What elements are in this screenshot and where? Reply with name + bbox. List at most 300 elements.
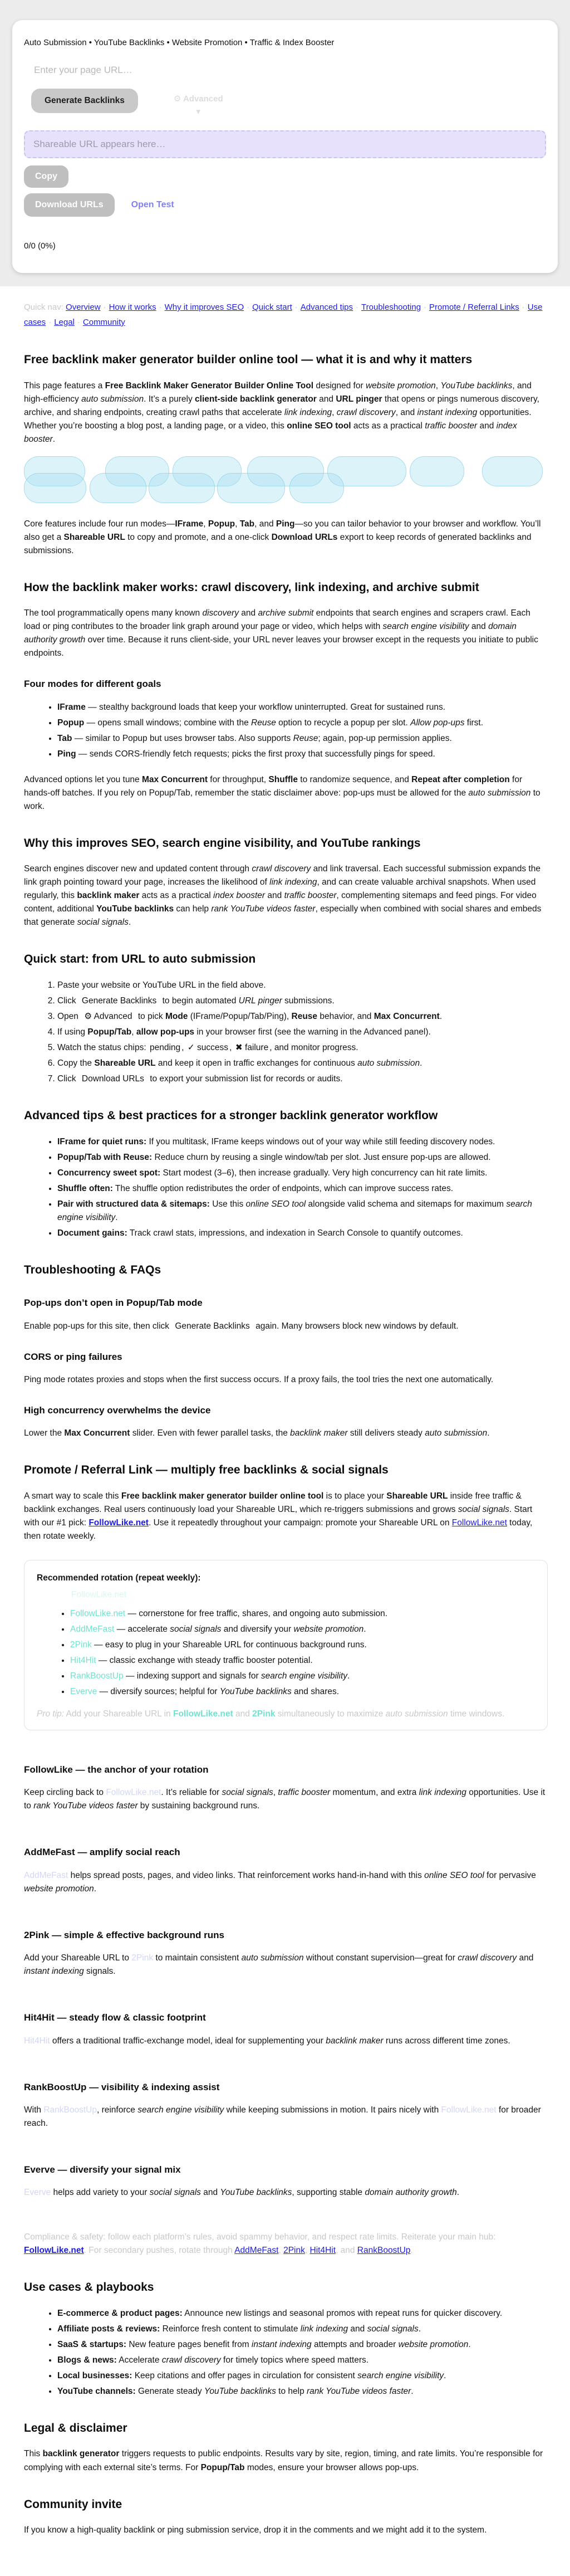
text-run: Repeat after completion (411, 774, 510, 784)
quicknav-link[interactable]: Why it improves SEO (164, 303, 244, 312)
text-run: Free backlink maker generator builder online tool (121, 1491, 324, 1501)
quicknav-link[interactable]: Legal (54, 318, 75, 327)
text-run: auto submission (425, 1428, 488, 1438)
inline-link[interactable]: RankBoostUp (70, 1671, 124, 1681)
paragraph (24, 2231, 548, 2257)
inline-link[interactable]: RankBoostUp (357, 2246, 411, 2256)
text-run: pending (149, 1042, 181, 1052)
text-run: client-side backlink generator (195, 394, 317, 404)
tool-card (12, 20, 558, 273)
text-run: social signals (77, 918, 129, 928)
text-run: ⚙ Advanced (84, 1011, 132, 1021)
text-run: — accelerate (114, 1624, 170, 1634)
open-test-link[interactable]: Open Test (131, 200, 174, 209)
text-run: over time. Because it runs client-side, your URL never leaves your browser except in the requests you initiate to public endpoints. (24, 635, 538, 658)
inline-link[interactable]: 2Pink (70, 1640, 92, 1650)
list-item (57, 1135, 548, 1149)
quicknav-separator: · (48, 318, 52, 327)
paragraph (24, 1951, 548, 1978)
text-run: — indexing support and signals for (123, 1671, 261, 1681)
subsection-heading: Four modes for different goals (24, 679, 161, 690)
inline-link[interactable]: Everve (70, 1687, 97, 1697)
text-run: instant indexing (417, 407, 478, 417)
inline-link[interactable]: 2Pink (252, 1709, 276, 1719)
text-run: With (24, 2105, 44, 2115)
inline-link[interactable]: AddMeFast (234, 2246, 279, 2256)
text-run: Max Concurrent (64, 1428, 130, 1438)
progress-counter: 0/0 (0%) (24, 241, 56, 251)
quick-nav (24, 300, 546, 330)
text-run: endpoints that search engines and scrapers crawl. Each load or ping contributes to the broader link graph around your page or video, which helps with (24, 608, 530, 632)
text-run: . Use it repeatedly throughout your campaign: promote your Shareable URL on (148, 1518, 452, 1528)
list-item (57, 2385, 548, 2398)
text-run: to export your submission list for records or audits. (147, 1074, 343, 1084)
list-item (57, 1026, 548, 1039)
text-run: Core features include four run modes— (24, 519, 175, 529)
subsection-heading: 2Pink — simple & effective background runs (24, 1929, 224, 1940)
text-run: auto submission (357, 1058, 420, 1068)
list-item (57, 1182, 548, 1196)
text-run: traffic booster (284, 891, 337, 901)
inline-link[interactable]: Hit4Hit (309, 2246, 336, 2256)
text-run: Popup/Tab (87, 1027, 132, 1037)
text-run: Add your Shareable URL to (24, 1953, 132, 1963)
text-run: YouTube backlinks (219, 1687, 292, 1697)
list-item (57, 1198, 548, 1224)
quicknav-link[interactable]: How it works (109, 303, 156, 312)
text-run: — cornerstone for free traffic, shares, and ongoing auto submission. (125, 1608, 388, 1618)
paragraph (24, 1427, 548, 1440)
inline-link[interactable]: FollowLike.net (173, 1709, 233, 1719)
inline-link[interactable]: FollowLike.net (70, 1608, 126, 1618)
text-run: . It’s a purely (144, 394, 195, 404)
bullet-list (24, 701, 548, 761)
paragraph (24, 2447, 548, 2474)
subsection-heading: RankBoostUp — visibility & indexing assist (24, 2081, 220, 2092)
rotation-box (24, 1560, 548, 1730)
text-run: Generate Backlinks (81, 996, 157, 1006)
text-run: . (418, 2324, 421, 2334)
page-url-input[interactable] (32, 57, 350, 83)
paragraph (24, 1373, 548, 1387)
text-run: link indexing (284, 407, 332, 417)
text-run: — diversify sources; helpful for (97, 1687, 220, 1697)
text-run: to help (276, 2386, 307, 2396)
text-run: is to place your (323, 1491, 387, 1501)
text-run: Tab (57, 733, 72, 743)
text-run: Shareable URL (63, 532, 125, 542)
text-run: Compliance & safety: follow each platform’s rules, avoid spammy behavior, and respect rate limits. Reiterate your main hub: (24, 2232, 496, 2242)
text-run: to begin automated (160, 996, 239, 1006)
text-run: index booster (24, 421, 517, 444)
text-run: that opens or pings numerous discovery, archive, and sharing endpoints, creating crawl paths that accelerate (24, 394, 539, 417)
text-run: , and monitor progress. (269, 1042, 358, 1052)
text-run: , (304, 2246, 310, 2256)
text-run: Concurrency sweet spot: (57, 1168, 161, 1178)
quicknav-separator: · (77, 318, 80, 327)
text-run: Popup (57, 718, 85, 728)
text-run: designed for (313, 380, 366, 391)
text-run: backlink maker (290, 1428, 348, 1438)
text-run: and keep it open in traffic exchanges for continuous (155, 1058, 358, 1068)
text-run: Lower the (24, 1428, 65, 1438)
text-run: offers a traditional traffic-exchange model, ideal for supplementing your (50, 2036, 326, 2046)
quicknav-link[interactable]: Quick start (252, 303, 292, 312)
text-run: Keep citations and offer pages in circulation for consistent (132, 2370, 358, 2380)
text-run: helps spread posts, pages, and video links. That reinforcement works hand-in-hand with this (68, 1870, 425, 1880)
text-run: If you know a high-quality backlink or ping submission service, drop it in the comments and we might add it to the system. (24, 2525, 487, 2535)
text-run: to randomize sequence, and (297, 774, 412, 784)
quicknav-link[interactable]: Troubleshooting (361, 303, 421, 312)
inline-link[interactable]: FollowLike.net (89, 1518, 149, 1528)
text-run: Max Concurrent (141, 774, 208, 784)
text-run: — classic exchange with steady traffic booster potential. (96, 1655, 313, 1665)
quicknav-separator: · (294, 303, 298, 312)
text-run: crawl discovery (336, 407, 396, 417)
rotation-title: Recommended rotation (repeat weekly): (37, 1573, 201, 1583)
pro-tip (37, 1707, 535, 1721)
paragraph (24, 2186, 548, 2199)
text-run: . (487, 1428, 490, 1438)
text-run: , (181, 1042, 186, 1052)
text-run: , and (336, 2246, 357, 2256)
text-run: . (128, 918, 131, 928)
text-run: and (316, 394, 336, 404)
quick-nav-label: Quick nav: (24, 303, 63, 312)
text-run: can help (174, 904, 212, 914)
keyword-pill (410, 456, 464, 486)
text-run: This page features a (24, 380, 105, 391)
inline-link[interactable]: 2Pink (131, 1953, 154, 1963)
section-heading: Why this improves SEO, search engine visibility, and YouTube rankings (24, 836, 421, 850)
text-run: Accelerate (116, 2355, 162, 2365)
text-run: Blogs & news: (57, 2355, 117, 2365)
inline-link[interactable]: FollowLike.net (106, 1788, 161, 1798)
list-item (57, 2369, 548, 2383)
text-run: — stealthy background loads that keep your workflow uninterrupted. Great for sustained runs. (85, 702, 446, 712)
text-run: to maintain consistent (153, 1953, 242, 1963)
inline-link[interactable]: FollowLike.net (451, 1518, 507, 1528)
list-item (57, 1167, 548, 1180)
paragraph (24, 2035, 548, 2048)
numbered-list (24, 979, 548, 1086)
quicknav-separator: · (522, 303, 525, 312)
text-run: behavior, and (317, 1011, 374, 1021)
text-run: website promotion (293, 1624, 364, 1634)
text-run: Open (57, 1011, 81, 1021)
section-heading: Troubleshooting & FAQs (24, 1263, 161, 1276)
text-run: ✓ success (187, 1042, 229, 1052)
ghost-link[interactable]: FollowLike.net (71, 1589, 127, 1599)
text-run: — easy to plug in your Shareable URL for continuous background runs. (91, 1640, 367, 1650)
text-run: E-commerce & product pages: (57, 2308, 183, 2318)
text-run: Popup/Tab (200, 2462, 245, 2472)
rotation-list (37, 1607, 535, 1699)
inline-link[interactable]: Hit4Hit (24, 2036, 50, 2046)
keyword-pill (90, 473, 146, 503)
subsection-heading: CORS or ping failures (24, 1351, 122, 1362)
text-run: helps add variety to your (51, 2188, 150, 2198)
text-run: backlink maker (77, 891, 140, 901)
text-run: social signals (170, 1624, 222, 1634)
text-run: crawl discovery (161, 2355, 221, 2365)
quicknav-separator: · (247, 303, 250, 312)
text-run: online SEO tool (424, 1870, 484, 1880)
keyword-pills (24, 456, 548, 503)
inline-link[interactable]: FollowLike.net (24, 2246, 84, 2256)
text-run: to pick (135, 1011, 165, 1021)
text-run: Mode (165, 1011, 188, 1021)
text-run: traffic booster (425, 421, 478, 431)
text-run: (IFrame/Popup/Tab/Ping), (188, 1011, 292, 1021)
text-run: search engine visibility (261, 1671, 347, 1681)
list-item (57, 701, 548, 714)
generate-backlinks-button[interactable]: Generate Backlinks (31, 89, 138, 113)
advanced-toggle[interactable] (174, 89, 223, 118)
text-run: New feature pages benefit from (126, 2339, 252, 2349)
text-run: , (229, 1042, 234, 1052)
text-run: backlink maker (326, 2036, 384, 2046)
text-run: Shuffle often: (57, 1183, 113, 1193)
text-run: domain authority growth (365, 2188, 457, 2198)
text-run: index booster (213, 891, 266, 901)
text-run: . It’s reliable for (161, 1788, 222, 1798)
inline-link[interactable]: 2Pink (283, 2246, 305, 2256)
text-run: YouTube backlinks (204, 2386, 276, 2396)
subsection-heading: Hit4Hit — steady flow & classic footprint (24, 2012, 206, 2023)
list-item (57, 1072, 548, 1086)
text-run: Click (57, 996, 78, 1006)
text-run: Click (57, 1074, 78, 1084)
text-run: Use this (209, 1199, 246, 1209)
list-item (57, 2354, 548, 2367)
list-item (57, 1151, 548, 1164)
text-run: ; again, pop-up permission applies. (318, 733, 452, 743)
text-run: link indexing (269, 877, 317, 887)
text-run: Reuse (251, 718, 276, 728)
text-run: Watch the status chips: (57, 1042, 149, 1052)
inline-link[interactable]: Everve (24, 2188, 51, 2198)
text-run: YouTube backlinks (220, 2188, 292, 2198)
text-run: , and (254, 519, 276, 529)
text-run: acts as a practical (351, 421, 425, 431)
text-run: , (332, 407, 337, 417)
keyword-pill (24, 473, 86, 503)
text-run: . (52, 434, 56, 444)
quicknav-link[interactable]: Promote / Referral Links (429, 303, 519, 312)
text-run: slider. Even with fewer parallel tasks, the (130, 1428, 291, 1438)
inline-link[interactable]: RankBoostUp (43, 2105, 97, 2115)
text-run: , and (395, 407, 417, 417)
text-run: , complementing sitemaps and feed pings. For video content, additional (24, 891, 537, 914)
inline-link[interactable]: AddMeFast (24, 1870, 68, 1880)
text-run: . (363, 1624, 366, 1634)
tool-tagline: Auto Submission • YouTube Backlinks • Website Promotion • Traffic & Index Booster (24, 38, 335, 47)
text-run: , supporting stable (292, 2188, 365, 2198)
text-run: and shares. (291, 1687, 340, 1697)
download-urls-button[interactable]: Download URLs (24, 193, 115, 217)
text-run: option to recycle a popup per slot. (276, 718, 411, 728)
paragraph (24, 2524, 548, 2537)
text-run: Generate steady (135, 2386, 204, 2396)
text-run: . (420, 1058, 422, 1068)
text-run: and (517, 1953, 534, 1963)
text-run: for timely topics where speed matters. (220, 2355, 369, 2365)
text-run: acts as a practical (139, 891, 214, 901)
subsection-heading: Pop-ups don’t open in Popup/Tab mode (24, 1297, 203, 1309)
text-run: Reinforce fresh content to stimulate (160, 2324, 301, 2334)
shareable-url-input[interactable] (24, 130, 546, 158)
text-run: IFrame (57, 702, 86, 712)
section-heading: Community invite (24, 2497, 122, 2511)
text-run: social signals (458, 1504, 509, 1514)
text-run: , especially when combined with social shares and embeds that generate (24, 904, 542, 928)
text-run: Track crawl stats, impressions, and indexation in Search Console to quantify outcomes. (127, 1228, 463, 1238)
text-run: YouTube backlinks (440, 380, 513, 391)
text-run: first. (464, 718, 484, 728)
text-run: runs across different time zones. (383, 2036, 510, 2046)
quicknav-separator: · (159, 303, 162, 312)
text-run: If using (57, 1027, 88, 1037)
text-run: search engine visibility (137, 2105, 224, 2115)
text-run: YouTube backlinks (96, 904, 174, 914)
text-run: momentum, and extra (330, 1788, 419, 1798)
text-run: instant indexing (251, 2339, 312, 2349)
text-run: If you multitask, IFrame keeps windows out of your way while still feeding discovery nodes. (146, 1136, 495, 1146)
rotation-item (70, 1623, 535, 1636)
text-run: online SEO tool (245, 1199, 306, 1209)
text-run: auto submission (81, 394, 144, 404)
text-run: website promotion (398, 2339, 469, 2349)
text-run: , (203, 519, 208, 529)
text-run: signals. (83, 1967, 116, 1977)
text-run: , and can create valuable archival snapshots. When used regularly, this (24, 877, 536, 901)
keyword-pill (482, 456, 543, 486)
text-run: Allow pop-ups (410, 718, 465, 728)
text-run: alongside valid schema and sitemaps for maximum (306, 1199, 507, 1209)
text-run: inside free traffic & backlink exchanges. Real users continuously load your Shareable URL, which re-triggers submissions and grows (24, 1491, 522, 1514)
text-run: Shareable URL (94, 1058, 156, 1068)
text-run: search engine visibility (382, 622, 469, 632)
text-run: Ping (276, 519, 295, 529)
text-run: and (238, 608, 258, 618)
paragraph (24, 1786, 548, 1813)
quicknav-link[interactable]: Overview (66, 303, 101, 312)
text-run: YouTube channels: (57, 2386, 136, 2396)
list-item (57, 2338, 548, 2351)
copy-button[interactable]: Copy (24, 165, 68, 188)
bullet-list (24, 1135, 548, 1240)
text-run: URL pinger (238, 996, 282, 1006)
text-run: simultaneously to maximize (275, 1709, 386, 1719)
text-run: website promotion (365, 380, 436, 391)
article-body (24, 351, 548, 2537)
text-run: Ping mode rotates proxies and stops when the first success occurs. If a proxy fails, the tool tries the next one automatically. (24, 1374, 494, 1384)
text-run: . (439, 1011, 443, 1021)
text-run: Reuse (293, 733, 318, 743)
text-run: Shuffle (268, 774, 298, 784)
text-run: online SEO tool (287, 421, 351, 431)
keyword-pill (217, 473, 285, 503)
list-item (57, 979, 548, 992)
page-top-band (0, 0, 570, 286)
text-run: for pervasive (484, 1870, 536, 1880)
text-run: Pair with structured data & sitemaps: (57, 1199, 210, 1209)
text-run: social signals (367, 2324, 419, 2334)
text-run: for hands-off batches. If you rely on Popup/Tab, remember the static disclaimer above: pop-ups must be allowed for the (24, 774, 523, 798)
text-run: rank YouTube videos faster (33, 1801, 138, 1811)
text-run: , (435, 380, 441, 391)
text-run: backlink generator (42, 2449, 120, 2459)
text-run: triggers requests to public endpoints. Results vary by site, region, timing, and rate limits. You’re responsible for complying with each external site’s terms. For (24, 2449, 543, 2472)
quicknav-link[interactable]: Advanced tips (300, 303, 353, 312)
text-run: . (347, 1671, 350, 1681)
paragraph (24, 518, 548, 558)
list-item (57, 1227, 548, 1240)
text-run: in your browser first (see the warning in the Advanced panel). (194, 1027, 431, 1037)
inline-link[interactable]: AddMeFast (70, 1624, 115, 1634)
quicknav-separator: · (103, 303, 106, 312)
text-run: This (24, 2449, 43, 2459)
text-run: social signals (222, 1788, 273, 1798)
paragraph (24, 2104, 548, 2130)
text-run: . For secondary pushes, rotate through (83, 2246, 235, 2256)
text-run: Shareable URL (386, 1491, 448, 1501)
text-run: , (273, 1788, 278, 1798)
text-run: export to keep records of generated backlinks and submissions. (24, 532, 532, 555)
section-heading: Promote / Referral Link — multiply free backlinks & social signals (24, 1463, 389, 1477)
text-run: Start modest (3–6), then increase gradually. Very high concurrency can hit rate limits. (160, 1168, 488, 1178)
text-run: Tab (239, 519, 255, 529)
list-item (57, 1057, 548, 1070)
text-run: ✖ failure (235, 1042, 269, 1052)
inline-link[interactable]: Hit4Hit (70, 1655, 96, 1665)
text-run: auto submission (385, 1709, 448, 1719)
text-run: rank YouTube videos faster (211, 904, 316, 914)
text-run: IFrame for quiet runs: (57, 1136, 147, 1146)
subsection-heading: Everve — diversify your signal mix (24, 2164, 181, 2175)
text-run: Download URLs (271, 532, 338, 542)
list-item (57, 994, 548, 1008)
text-run: and (348, 2324, 367, 2334)
text-run: time windows. (448, 1709, 505, 1719)
rotation-item (70, 1638, 535, 1652)
text-run: without constant supervision—great for (303, 1953, 458, 1963)
text-run: Paste your website or YouTube URL in the field above. (57, 980, 266, 990)
text-run: SaaS & startups: (57, 2339, 127, 2349)
text-run: to copy and promote, and a one-click (125, 532, 272, 542)
paragraph (24, 1490, 548, 1543)
quicknav-link[interactable]: Community (82, 318, 125, 327)
text-run: Free Backlink Maker Generator Builder Online Tool (105, 380, 314, 391)
text-run: Download URLs (81, 1074, 144, 1084)
inline-link[interactable]: FollowLike.net (441, 2105, 497, 2115)
text-run: and (477, 421, 497, 431)
text-run: auto submission (241, 1953, 304, 1963)
quicknav-link[interactable]: Use cases (24, 303, 543, 327)
text-run: . (468, 2339, 471, 2349)
list-item (57, 1010, 548, 1023)
text-run: instant indexing (24, 1967, 84, 1977)
text-run: allow pop-ups (136, 1027, 195, 1037)
text-run: . (410, 2246, 413, 2256)
text-run: today, then rotate weekly. (24, 1518, 533, 1541)
text-run: auto submission (468, 788, 531, 798)
text-run: while keeping submissions in motion. It pairs nicely with (224, 2105, 441, 2115)
text-run: submissions. (282, 996, 335, 1006)
text-run: and (265, 891, 284, 901)
text-run: Popup (208, 519, 235, 529)
